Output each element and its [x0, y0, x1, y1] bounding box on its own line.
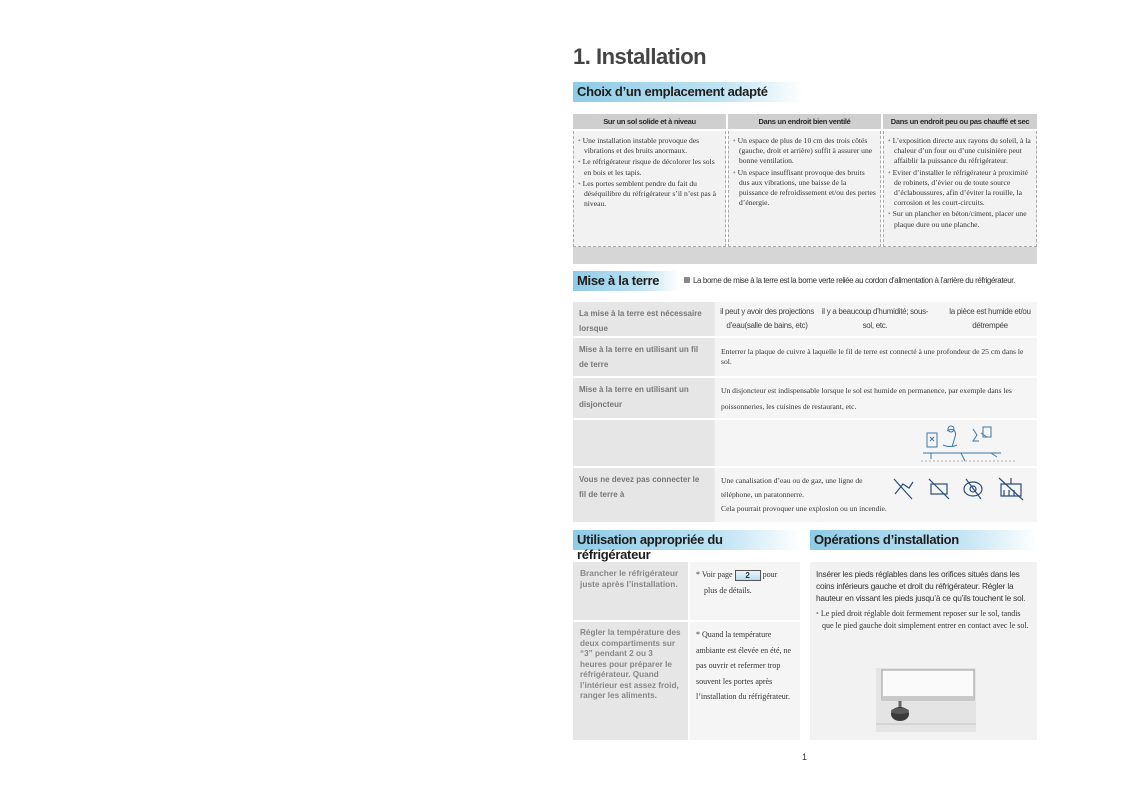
list-item: • Les portes semblent pendre du fait du déséquilibre du réfrigérateur s’il n’est pas à niveau. — [578, 179, 721, 210]
list-item: • Un espace de plus de 10 cm des trois côtés (gauche, droit et arrière) suffit à assurer une bonne ventilation. — [733, 136, 876, 167]
row-warning-text: Cela pourrait provoquer une explosion ou un incendie. — [721, 504, 887, 513]
see-page-details: plus de détails. — [704, 585, 752, 595]
adjustable-foot-photo — [876, 668, 976, 732]
column-solid-floor — [573, 131, 726, 247]
table-row — [573, 302, 1037, 336]
column-header-ventilated: Dans un endroit bien ventilé — [728, 114, 881, 129]
square-bullet-icon — [684, 277, 690, 283]
see-page-prefix: * Voir page — [696, 570, 733, 579]
table-row — [573, 338, 1037, 376]
table-row — [573, 378, 1037, 418]
table-row — [573, 468, 1037, 522]
list-item: • Le réfrigérateur risque de décolorer les sols en bois et les tapis. — [578, 157, 721, 177]
column-header-solid-floor: Sur un sol solide et à niveau — [573, 114, 726, 129]
row-label: Mise à la terre en utilisant un fil de terre — [573, 338, 713, 376]
row-text: * Quand la température ambiante est élevée en été, ne pas ouvrir et refermer trop souvent les portes après l’installation du réfrigérateur. — [690, 622, 800, 740]
row-label: Mise à la terre en utilisant un disjoncteur — [573, 378, 713, 418]
operations-note: • Le pied droit réglable doit fermement reposer sur le sol, tandis que le pied gauche doit simplement entrer en contact avec le sol. — [816, 608, 1031, 631]
condition-water: il peut y avoir des projections d’eau(salle de bains, etc) — [720, 307, 814, 330]
list-item: • Un espace insuffisant provoque des bruits dus aux vibrations, une baisse de la puissance de refroidissement et/ou des pertes d’énergie. — [733, 168, 876, 209]
list-item: • Eviter d’installer le réfrigérateur à proximité de robinets, d’évier ou de toute source d’éclaboussures, afin d’éviter la rouille, la corrosion et les court-circuits. — [888, 168, 1032, 209]
section-heading-operations: Opérations d’installation — [810, 530, 1037, 550]
operations-text: Insérer les pieds réglables dans les orifices situés dans les coins inférieurs gauche et droit du réfrigérateur. Régler la hauteur en vissant les pieds jusqu’à ce qu’ils touchent le sol. — [816, 569, 1026, 603]
row-text: Un disjoncteur est indispensable lorsque le sol est humide en permanence, par exemple dans les poissonneries, les cuisines de restaurant, etc. — [715, 378, 1037, 418]
row-label: Brancher le réfrigérateur juste après l’installation. — [573, 562, 688, 620]
grounding-note-text: La borne de mise à la terre est la borne verte reliée au cordon d’alimentation à l’arrière du réfrigérateur. — [693, 276, 1015, 285]
prohibited-connections-icon — [891, 476, 1031, 502]
location-table — [573, 114, 1037, 264]
table-row — [573, 420, 1037, 466]
column-dry — [883, 131, 1037, 247]
row-label: La mise à la terre est nécessaire lorsque — [573, 302, 713, 336]
column-header-dry: Dans un endroit peu ou pas chauffé et sec — [883, 114, 1037, 129]
row-label-empty — [573, 420, 713, 466]
column-ventilated — [728, 131, 881, 247]
condition-humidity: il y a beaucoup d'humidité; sous-sol, etc. — [821, 307, 929, 330]
grounding-illustration-cell — [715, 420, 1037, 466]
list-item: • L’exposition directe aux rayons du soleil, à la chaleur d’un four ou d’une cuisinière peut affaiblir la puissance du réfrigérateur. — [888, 136, 1032, 167]
section-heading-choix: Choix d’un emplacement adapté — [573, 82, 803, 102]
section-heading-utilisation: Utilisation appropriée du réfrigérateur — [573, 530, 800, 550]
list-item: • Sur un plancher en béton/ciment, placer une plaque dure ou une planche. — [888, 209, 1032, 229]
row-label: Vous ne devez pas connecter le fil de terre à — [573, 468, 713, 522]
row-text: Enterrer la plaque de cuivre à laquelle le fil de terre est connecté à une profondeur de 25 cm dans le sol. — [715, 338, 1037, 376]
row-text-block — [690, 562, 800, 620]
page-number: 1 — [802, 752, 808, 762]
section-heading-terre: Mise à la terre — [573, 271, 679, 291]
operations-box — [810, 562, 1037, 740]
row-text: Une canalisation d’eau ou de gaz, une ligne de téléphone, un paratonnerre. — [721, 476, 863, 499]
table-row — [573, 622, 800, 740]
grounding-note — [684, 276, 1015, 285]
table-row — [573, 562, 800, 620]
page-title: 1. Installation — [573, 44, 707, 69]
see-page-suffix: pour — [762, 570, 778, 579]
grounding-illustration-icon — [921, 423, 1019, 465]
table-footer-bar — [573, 247, 1037, 264]
row-conditions — [715, 302, 1037, 336]
condition-wet-room: la pièce est humide et/ou détrempée — [949, 307, 1031, 330]
list-item: • Une installation instable provoque des vibrations et des bruits anormaux. — [578, 136, 721, 156]
row-text-block — [715, 468, 1037, 522]
page-reference-badge: 2 — [735, 570, 761, 581]
row-label: Régler la température des deux compartiments sur “3” pendant 2 ou 3 heures pour préparer le réfrigérateur. Quand l’intérieur est assez froid, ranger les aliments. — [573, 622, 688, 740]
